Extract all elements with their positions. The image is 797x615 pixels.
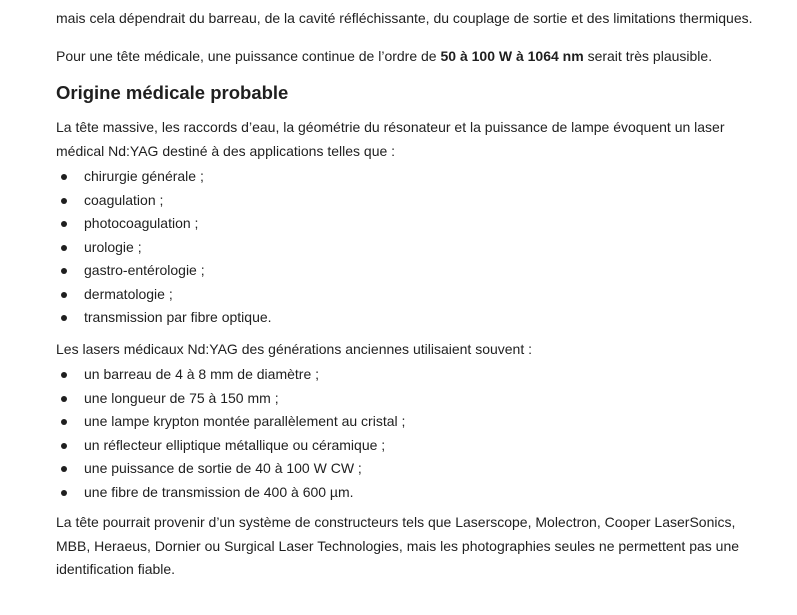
list-item	[56, 410, 756, 434]
list-item-text: un barreau de 4 à 8 mm de diamètre ;	[84, 366, 320, 382]
bullet-icon	[61, 245, 67, 251]
bullet-icon	[61, 419, 67, 425]
power-paragraph	[56, 45, 756, 69]
list-item-text: une longueur de 75 à 150 mm ;	[84, 389, 279, 406]
list-item-text: coagulation ;	[84, 191, 164, 208]
list-item	[56, 481, 756, 505]
power-text-before: Pour une tête médicale, une puissance continue de l’ordre de	[56, 47, 441, 64]
list-item-text: dermatologie ;	[84, 285, 173, 302]
list-item-text: une fibre de transmission de 400 à 600 µm.	[84, 483, 354, 500]
list-item-text: une lampe krypton montée parallèlement au cristal ;	[84, 413, 406, 429]
description-paragraph: La tête massive, les raccords d’eau, la géométrie du résonateur et la puissance de lampe évoquent un laser médical Nd:YAG destiné à des applications telles que :	[56, 119, 725, 159]
list-item	[56, 212, 756, 236]
document-content	[56, 7, 756, 582]
list-item	[56, 434, 756, 458]
list-item	[56, 189, 756, 213]
bullet-icon	[61, 490, 67, 496]
list-item	[56, 236, 756, 260]
bullet-icon	[61, 443, 67, 449]
list-item-text: gastro-entérologie ;	[84, 262, 205, 278]
closing-paragraph: La tête pourrait provenir d’un système de constructeurs tels que Laserscope, Molectron, Cooper LaserSonics, MBB, Heraeus, Dornier ou Surgical Laser Technologies, mais les photographies seules ne permettent pas une identification fiable.	[56, 514, 740, 577]
bullet-icon	[61, 292, 67, 298]
bullet-icon	[61, 198, 67, 204]
lasers-paragraph: Les lasers médicaux Nd:YAG des générations anciennes utilisaient souvent :	[56, 340, 533, 357]
list-item	[56, 283, 756, 307]
list-item-text: transmission par fibre optique.	[84, 309, 272, 325]
power-value-bold: 50 à 100 W à 1064 nm	[440, 47, 584, 64]
list-item	[56, 387, 756, 411]
bullet-icon	[61, 315, 67, 321]
intro-paragraph: mais cela dépendrait du barreau, de la cavité réfléchissante, du couplage de sortie et des limitations thermiques.	[56, 10, 753, 26]
specifications-list	[56, 363, 756, 504]
bullet-icon	[61, 396, 67, 402]
section-heading: Origine médicale probable	[56, 82, 289, 103]
bullet-icon	[61, 466, 67, 472]
bullet-icon	[61, 268, 67, 274]
list-item	[56, 259, 756, 283]
bullet-icon	[61, 221, 67, 227]
list-item-text: un réflecteur elliptique métallique ou céramique ;	[84, 436, 386, 453]
list-item	[56, 165, 756, 189]
list-item-text: une puissance de sortie de 40 à 100 W CW ;	[84, 460, 362, 476]
bullet-icon	[61, 372, 67, 378]
list-item-text: urologie ;	[84, 238, 142, 255]
power-text-after: serait très plausible.	[583, 47, 713, 64]
bullet-icon	[61, 174, 67, 180]
applications-list	[56, 165, 756, 330]
list-item-text: chirurgie générale ;	[84, 168, 204, 184]
list-item	[56, 457, 756, 481]
list-item	[56, 306, 756, 330]
list-item-text: photocoagulation ;	[84, 215, 199, 231]
list-item	[56, 363, 756, 387]
